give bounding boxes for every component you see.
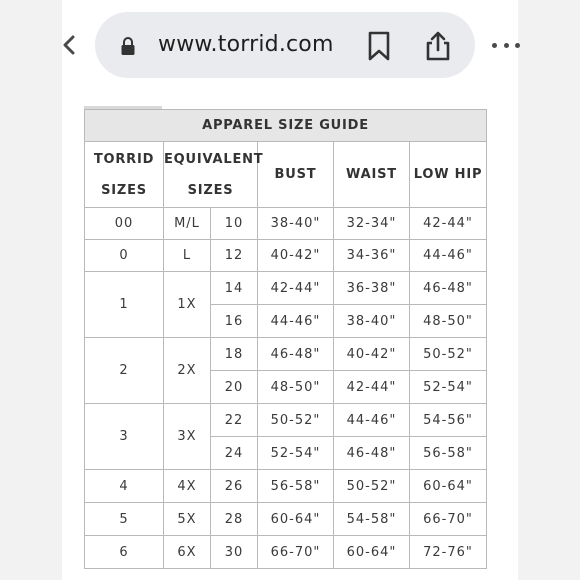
numeric-size-cell: 16	[211, 305, 258, 338]
numeric-size-cell: 14	[211, 272, 258, 305]
low-hip-cell: 46-48"	[410, 272, 487, 305]
equivalent-size-cell: 6X	[164, 536, 211, 569]
table-row	[85, 503, 487, 536]
bust-cell: 40-42"	[258, 240, 334, 272]
numeric-size-cell: 22	[211, 404, 258, 437]
numeric-size-cell: 26	[211, 470, 258, 503]
waist-cell: 46-48"	[334, 437, 410, 470]
torrid-size-cell: 0	[85, 240, 164, 272]
size-guide-table	[84, 109, 487, 569]
header-waist: WAIST	[334, 142, 410, 208]
bust-cell: 56-58"	[258, 470, 334, 503]
low-hip-cell: 66-70"	[410, 503, 487, 536]
bust-cell: 50-52"	[258, 404, 334, 437]
url-text[interactable]: www.torrid.com	[158, 32, 334, 57]
waist-cell: 44-46"	[334, 404, 410, 437]
low-hip-cell: 48-50"	[410, 305, 487, 338]
header-bust: BUST	[258, 142, 334, 208]
bust-cell: 42-44"	[258, 272, 334, 305]
numeric-size-cell: 20	[211, 371, 258, 404]
torrid-size-cell: 00	[85, 208, 164, 240]
low-hip-cell: 52-54"	[410, 371, 487, 404]
table-row	[85, 240, 487, 272]
bust-cell: 44-46"	[258, 305, 334, 338]
torrid-size-cell: 3	[85, 404, 164, 470]
numeric-size-cell: 12	[211, 240, 258, 272]
equivalent-size-cell: 1X	[164, 272, 211, 338]
table-title: APPAREL SIZE GUIDE	[85, 110, 487, 142]
low-hip-cell: 54-56"	[410, 404, 487, 437]
chevron-left-icon[interactable]	[58, 30, 80, 60]
low-hip-cell: 60-64"	[410, 470, 487, 503]
header-torrid-sizes: TORRID SIZES	[85, 142, 164, 208]
equivalent-size-cell: L	[164, 240, 211, 272]
numeric-size-cell: 18	[211, 338, 258, 371]
numeric-size-cell: 28	[211, 503, 258, 536]
equivalent-size-cell: 3X	[164, 404, 211, 470]
equivalent-size-cell: 5X	[164, 503, 211, 536]
waist-cell: 34-36"	[334, 240, 410, 272]
low-hip-cell: 42-44"	[410, 208, 487, 240]
share-icon[interactable]	[424, 30, 452, 62]
lock-icon	[120, 36, 136, 56]
waist-cell: 54-58"	[334, 503, 410, 536]
header-equivalent-sizes: EQUIVALENT SIZES	[164, 142, 258, 208]
low-hip-cell: 50-52"	[410, 338, 487, 371]
table-row	[85, 272, 487, 305]
bust-cell: 60-64"	[258, 503, 334, 536]
waist-cell: 40-42"	[334, 338, 410, 371]
bust-cell: 48-50"	[258, 371, 334, 404]
bust-cell: 52-54"	[258, 437, 334, 470]
waist-cell: 38-40"	[334, 305, 410, 338]
low-hip-cell: 56-58"	[410, 437, 487, 470]
table-row	[85, 404, 487, 437]
equivalent-size-cell: M/L	[164, 208, 211, 240]
bust-cell: 46-48"	[258, 338, 334, 371]
waist-cell: 50-52"	[334, 470, 410, 503]
torrid-size-cell: 5	[85, 503, 164, 536]
torrid-size-cell: 4	[85, 470, 164, 503]
bookmark-icon[interactable]	[366, 30, 392, 62]
table-row	[85, 208, 487, 240]
numeric-size-cell: 30	[211, 536, 258, 569]
numeric-size-cell: 24	[211, 437, 258, 470]
table-row	[85, 338, 487, 371]
header-low-hip: LOW HIP	[410, 142, 487, 208]
low-hip-cell: 44-46"	[410, 240, 487, 272]
low-hip-cell: 72-76"	[410, 536, 487, 569]
table-row	[85, 536, 487, 569]
table-row	[85, 470, 487, 503]
waist-cell: 36-38"	[334, 272, 410, 305]
numeric-size-cell: 10	[211, 208, 258, 240]
waist-cell: 60-64"	[334, 536, 410, 569]
bust-cell: 66-70"	[258, 536, 334, 569]
bust-cell: 38-40"	[258, 208, 334, 240]
torrid-size-cell: 6	[85, 536, 164, 569]
equivalent-size-cell: 2X	[164, 338, 211, 404]
equivalent-size-cell: 4X	[164, 470, 211, 503]
torrid-size-cell: 1	[85, 272, 164, 338]
waist-cell: 42-44"	[334, 371, 410, 404]
more-horizontal-icon[interactable]	[492, 40, 520, 50]
torrid-size-cell: 2	[85, 338, 164, 404]
waist-cell: 32-34"	[334, 208, 410, 240]
